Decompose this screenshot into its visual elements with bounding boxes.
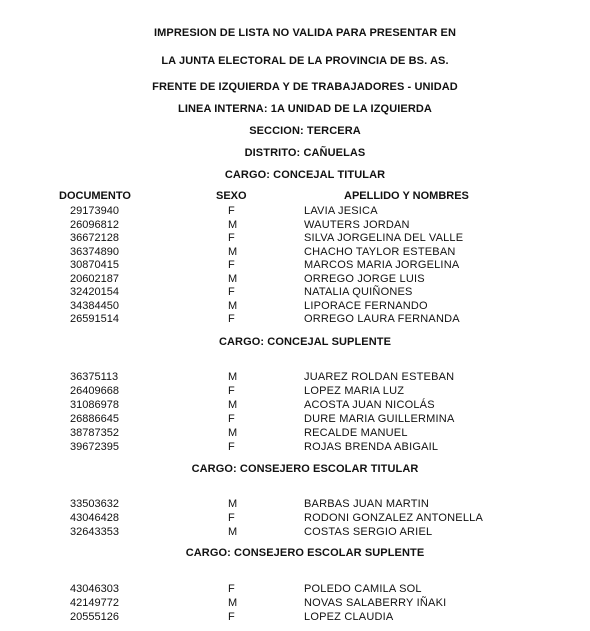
table-row xyxy=(0,259,590,272)
sex-value: M xyxy=(228,399,238,411)
district: DISTRITO: CAÑUELAS xyxy=(244,147,366,159)
candidate-name: RECALDE MANUEL xyxy=(304,427,408,439)
section-title: CARGO: CONCEJAL TITULAR xyxy=(224,169,386,181)
candidate-name: LIPORACE FERNANDO xyxy=(304,299,428,312)
table-row xyxy=(0,313,590,326)
document-number: 39672395 xyxy=(70,441,119,453)
sex-value: F xyxy=(228,413,235,425)
document-number: 32643353 xyxy=(70,526,119,538)
document-number: 26096812 xyxy=(70,218,119,231)
document-number: 26591514 xyxy=(70,313,119,325)
sex-value: F xyxy=(228,259,235,271)
document-number: 32420154 xyxy=(70,286,119,298)
section-title: CARGO: CONCEJAL SUPLENTE xyxy=(218,336,392,348)
column-header-apellido: APELLIDO Y NOMBRES xyxy=(344,190,469,202)
document-number: 42149772 xyxy=(70,597,119,609)
document-number: 30870415 xyxy=(70,259,119,271)
sex-value: F xyxy=(228,512,235,524)
candidate-name: JUAREZ ROLDAN ESTEBAN xyxy=(304,371,455,383)
table-row xyxy=(0,526,590,539)
sex-value: M xyxy=(228,245,238,258)
table-row xyxy=(0,273,590,286)
sex-value: M xyxy=(228,597,238,609)
table-row xyxy=(0,498,590,511)
sex-value: M xyxy=(228,371,238,383)
table-row xyxy=(0,512,590,525)
party-name: FRENTE DE IZQUIERDA Y DE TRABAJADORES - UNIDAD xyxy=(152,81,458,93)
candidate-name: LOPEZ MARIA LUZ xyxy=(304,385,405,397)
table-row xyxy=(0,232,590,245)
candidate-name: ROJAS BRENDA ABIGAIL xyxy=(304,441,439,453)
candidate-name: BARBAS JUAN MARTIN xyxy=(304,498,430,510)
section-title: CARGO: CONSEJERO ESCOLAR SUPLENTE xyxy=(185,547,425,559)
notice-line-2: LA JUNTA ELECTORAL DE LA PROVINCIA DE BS. AS. xyxy=(161,55,449,67)
table-row xyxy=(0,413,590,426)
candidate-name: POLEDO CAMILA SOL xyxy=(304,583,422,595)
document-number: 43046428 xyxy=(70,512,119,524)
document-number: 20555126 xyxy=(70,611,119,623)
sex-value: F xyxy=(228,441,235,453)
table-row xyxy=(0,385,590,398)
column-header-sexo: SEXO xyxy=(216,190,247,202)
candidate-name: LOPEZ CLAUDIA xyxy=(304,611,394,623)
notice-line-1: IMPRESION DE LISTA NO VALIDA PARA PRESENTAR EN xyxy=(153,27,457,39)
document-number: 31086978 xyxy=(70,399,119,411)
candidate-name: ORREGO JORGE LUIS xyxy=(304,272,425,285)
candidate-name: NATALIA QUIÑONES xyxy=(304,286,413,298)
document-number: 36672128 xyxy=(70,232,119,244)
sex-value: F xyxy=(228,583,235,595)
table-row xyxy=(0,427,590,440)
candidate-name: LAVIA JESICA xyxy=(304,205,378,217)
table-row xyxy=(0,583,590,596)
sex-value: F xyxy=(228,385,235,397)
sex-value: F xyxy=(228,205,235,217)
sex-value: M xyxy=(228,526,238,538)
candidate-name: COSTAS SERGIO ARIEL xyxy=(304,526,433,538)
sex-value: M xyxy=(228,218,238,231)
document-number: 34384450 xyxy=(70,299,119,312)
sex-value: F xyxy=(228,286,235,298)
table-row xyxy=(0,286,590,299)
column-header-documento: DOCUMENTO xyxy=(59,190,131,202)
document-number: 43046303 xyxy=(70,583,119,595)
section: SECCION: TERCERA xyxy=(249,125,361,137)
sex-value: M xyxy=(228,299,238,312)
internal-line: LINEA INTERNA: 1A UNIDAD DE LA IZQUIERDA xyxy=(178,103,432,115)
candidate-name: ORREGO LAURA FERNANDA xyxy=(304,313,460,325)
table-row xyxy=(0,205,590,218)
candidate-name: NOVAS SALABERRY IÑAKI xyxy=(304,597,447,609)
candidate-name: SILVA JORGELINA DEL VALLE xyxy=(304,232,464,244)
sex-value: F xyxy=(228,611,235,623)
sex-value: M xyxy=(228,427,238,439)
table-row xyxy=(0,597,590,610)
sex-value: F xyxy=(228,313,235,325)
document-number: 29173940 xyxy=(70,205,119,217)
document-number: 38787352 xyxy=(70,427,119,439)
document-number: 26409668 xyxy=(70,385,119,397)
section-title: CARGO: CONSEJERO ESCOLAR TITULAR xyxy=(191,463,419,475)
candidate-name: CHACHO TAYLOR ESTEBAN xyxy=(304,245,456,258)
candidate-name: RODONI GONZALEZ ANTONELLA xyxy=(304,512,484,524)
candidate-name: ACOSTA JUAN NICOLÁS xyxy=(304,399,435,411)
document-number: 33503632 xyxy=(70,498,119,510)
document-number: 36375113 xyxy=(70,371,119,383)
candidate-name: DURE MARIA GUILLERMINA xyxy=(304,413,455,425)
sex-value: F xyxy=(228,232,235,244)
table-row xyxy=(0,611,590,624)
table-row xyxy=(0,399,590,412)
document-number: 26886645 xyxy=(70,413,119,425)
sex-value: M xyxy=(228,272,238,285)
table-row xyxy=(0,246,590,259)
candidate-name: WAUTERS JORDAN xyxy=(304,218,410,231)
sex-value: M xyxy=(228,498,238,510)
table-row xyxy=(0,371,590,384)
table-row xyxy=(0,441,590,454)
document-number: 36374890 xyxy=(70,245,119,258)
document-number: 20602187 xyxy=(70,272,119,285)
candidate-name: MARCOS MARIA JORGELINA xyxy=(304,259,460,271)
table-row xyxy=(0,300,590,313)
table-row xyxy=(0,219,590,232)
